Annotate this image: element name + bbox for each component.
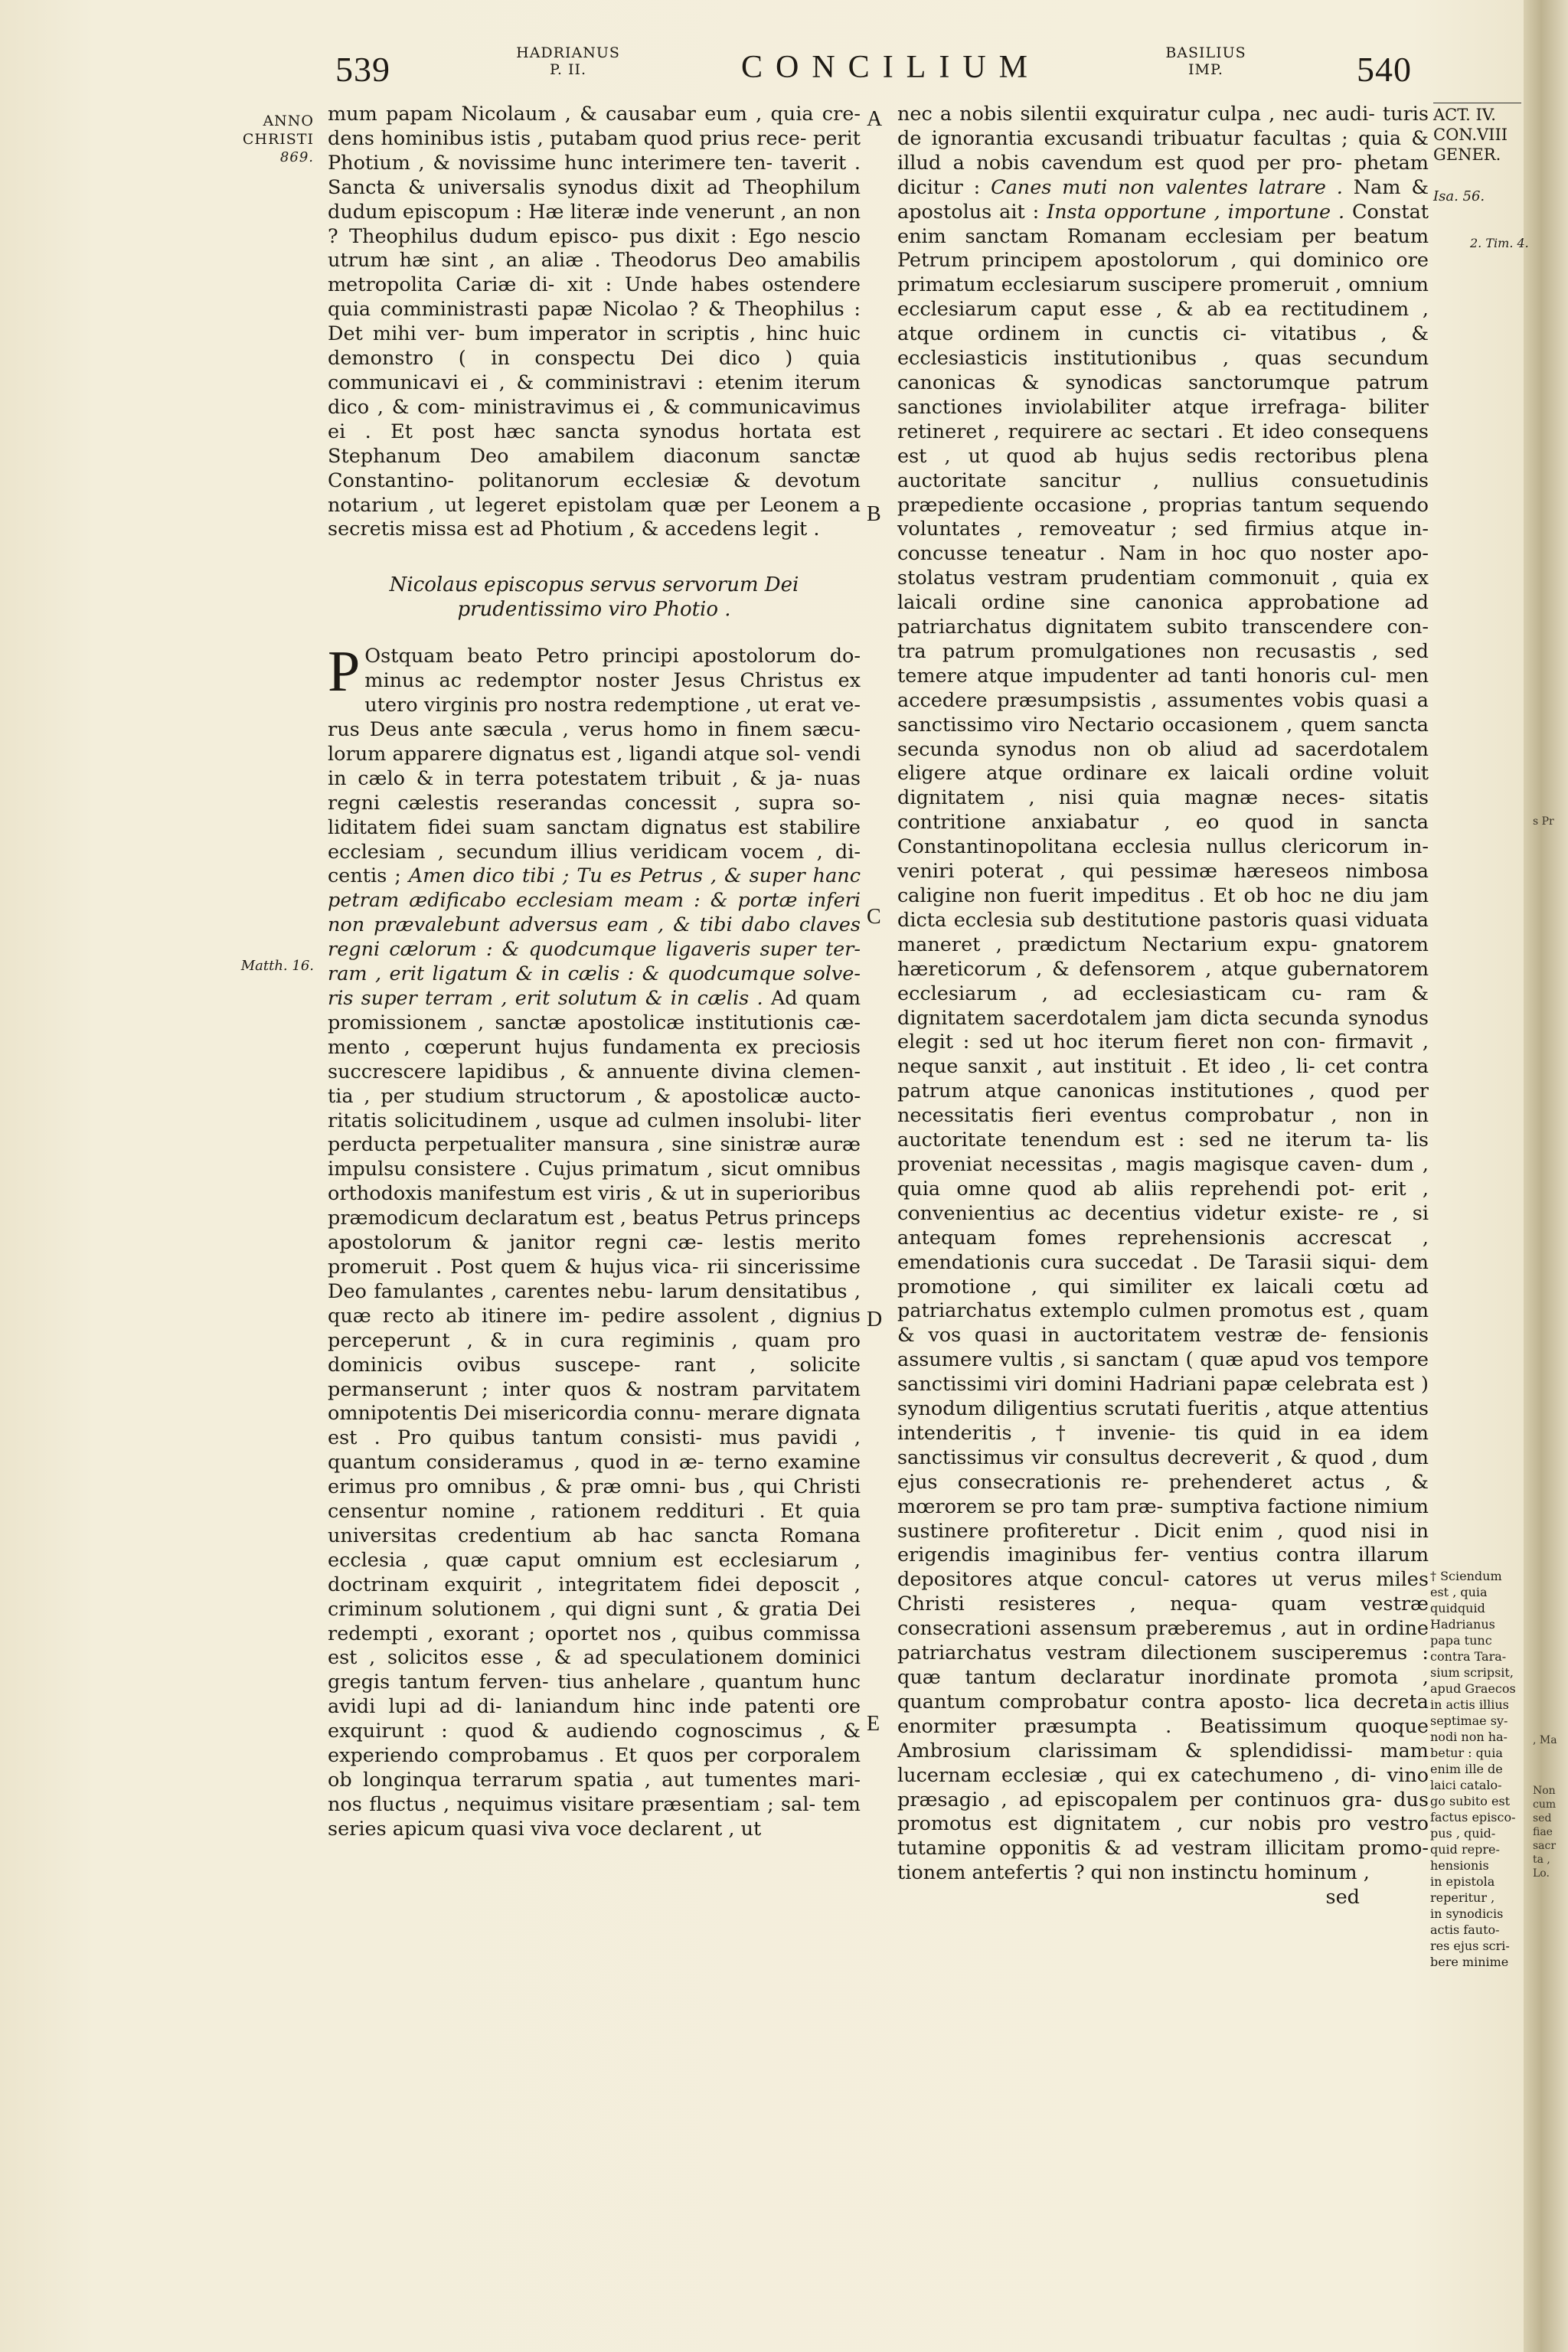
margin-citation-timothy: 2. Tim. 4. [1470, 236, 1529, 250]
running-head-right [1156, 44, 1256, 78]
margin-footnote-line: pus , quid- [1430, 1826, 1496, 1841]
margin-footnote-line: go subito est [1430, 1794, 1511, 1808]
running-head-left-line: HADRIANUS [516, 44, 620, 61]
spine-fragment: s Pr [1533, 815, 1554, 828]
section-letter-c: C [867, 905, 881, 929]
running-head-right-line: IMP. [1188, 61, 1223, 78]
page-title: CONCILIUM [741, 50, 1040, 85]
margin-footnote-line: in synodicis [1430, 1906, 1504, 1921]
margin-footnote-line: papa tunc [1430, 1633, 1492, 1648]
letter-address-line: Nicolaus episcopus servus servorum Dei [389, 573, 799, 597]
margin-footnote-line: apud Graecos [1430, 1681, 1516, 1696]
letter-address-line: prudentissimo viro Photio . [457, 598, 731, 622]
catchword: sed [1325, 1886, 1360, 1909]
drop-cap: P [328, 639, 361, 704]
margin-act-note [1433, 103, 1521, 165]
margin-footnote-line: sium scripsit, [1430, 1665, 1514, 1680]
spine-fragment: , Ma [1533, 1734, 1557, 1746]
paragraph-letter-body [328, 639, 861, 1841]
margin-christi-label: CHRISTI [242, 131, 314, 148]
margin-act-line: GENER. [1433, 145, 1501, 164]
scripture-quote: Amen dico tibi ; Tu es Petrus , & super hanc petram ædificabo ecclesiam meam : & portæ inferi non prævalebunt adversus eam , & tibi dabo claves regni cælorum : & quodcumque ligaveris super ter- ram , erit ligatum & in cælis : & quodcumque solve- ris super terram , erit solutum & in cælis . [328, 864, 861, 1010]
margin-footnote-line: septimae sy- [1430, 1713, 1508, 1728]
letter-address [328, 573, 861, 622]
margin-footnote [1430, 1568, 1522, 1970]
margin-footnote-line: nodi non ha- [1430, 1730, 1508, 1744]
right-text-column [897, 103, 1429, 1910]
running-head-right-line: BASILIUS [1165, 44, 1246, 61]
page-number-right: 540 [1357, 50, 1412, 89]
margin-year-note [207, 112, 314, 167]
margin-footnote-line: hensionis [1430, 1858, 1489, 1873]
letter-text: nec a nobis silentii exquiratur culpa , nec audi- turis de ignorantia excusandi tribuatur facultas ; quia & illud a nobis cavendum est quod per pro- phetam dicitur : [897, 103, 1429, 199]
margin-footnote-line: reperitur , [1430, 1890, 1495, 1905]
margin-footnote-line: † Sciendum [1430, 1569, 1502, 1583]
margin-footnote-line: Hadrianus [1430, 1617, 1495, 1632]
letter-text: Nam & apostolus ait : [897, 175, 1429, 224]
margin-footnote-line: est , quia [1430, 1585, 1488, 1599]
margin-anno-label: ANNO [263, 113, 314, 129]
running-head-left-line: P. II. [549, 61, 587, 78]
letter-text: Ostquam beato Petro principi apostolorum do- minus ac redemptor noster Jesus Christus ex utero virginis pro nostra redemptione , ut erat ve- rus Deus ante sæcula , verus homo in finem sæcu- lorum apparere dignatus est , ligandi atque sol- vendi in cælo & in terra potestatem tribuit , & ja- nuas regni cælestis reserandas concessit , supra so- liditatem fidei suam sanctam dignatus est stabilire ecclesiam , secundum illius veridicam vocem , di- centis ; [328, 645, 861, 888]
margin-year: 869. [279, 149, 314, 165]
margin-footnote-line: enim ille de [1430, 1762, 1503, 1776]
section-letter-d: D [867, 1308, 883, 1331]
paragraph-synod-proceedings: mum papam Nicolaum , & causabar eum , quia cre- dens hominibus istis , putabam quod prius rece- perit Photium , & novissime hunc interimere ten- taverit . Sancta & universalis synodus dixit ad Theophilum dudum episcopum : Hæ literæ inde venerunt , an non ? Theophilus dudum episco- pus dixit : Ego nescio utrum hæ sint , an aliæ . Theodorus Deo amabilis metropolita Cariæ di- xit : Unde habes ostendere quia comministrasti papæ Nicolao ? & Theophilus : Det mihi ver- bum imperator in scriptis , hinc huic demonstro ( in conspectu Dei dico ) quia communicavi ei , & comministravi : etenim iterum dico , & com- ministravimus ei , & communicavimus ei . Et post hæc sancta synodus hortata est Stephanum Deo amabilem diaconum sanctæ Constantino- politanorum ecclesiæ & devotum notarium , ut legeret epistolam quæ per Leonem a secretis missa est ad Photium , & accedens legit . [328, 103, 861, 541]
section-letter-b: B [867, 502, 881, 526]
adjacent-page-edge [1524, 0, 1568, 2352]
margin-footnote-line: res ejus scri- [1430, 1939, 1510, 1953]
margin-citation-isaiah: Isa. 56. [1433, 188, 1485, 204]
letter-text: Constat enim sanctam Romanam ecclesiam per beatum Petrum principem apostolorum , qui dominico ore primatum ecclesiarum suscipere promeruit , omnium ecclesiarum caput esse , & ab ea rectitudinem , atque ordinem in cunctis ci- vitatibus , & ecclesiasticis institutionibus , quas secundum canonicas & synodicas sanctorumque patrum sanctiones inviolabiliter atque irrefraga- biliter retineret , requirere ac sectari . Et ideo consequens est , ut quod ab hujus sedis rectoribus plena auctoritate sancitur , nullius consuetudinis præpediente occasione , proprias tantum sequendo voluntates , removeatur ; sed firmius atque in- concusse teneatur . Nam in hoc quo noster apo- stolatus vestram prudentiam commonuit , quia ex laicali ordine sine canonica approbatione ad patriarchatus dignitatem subito transcendere con- tra patrum promulgationes non recusastis , sed temere atque impudenter ad tanti honoris cul- men accedere præsumpsistis , assumentes vobis quasi a sanctissimo viro Nectario occasionem , quem sancta secunda synodus non ob aliud ad sacerdotalem eligere atque ordinare ex laicali ordine voluit dignitatem , nisi quia magnæ neces- sitatis contritione anxiabatur , eo quod in sancta Constantinopolitana ecclesia nullus clericorum in- veniri poterat , qui pessimæ hæreseos nimbosa caligine non fuerit impeditus . Et ob hoc ne diu jam dicta ecclesia sub destitutione pastoris quasi viduata maneret , prædictum Nectarium expu- gnatorem hæreticorum , & defensorem , atque gubernatorem ecclesiarum , ad ecclesiasticam cu- ram & dignitatem sacerdotalem jam dicta secunda synodus elegit : sed ut hoc iterum fieret non con- firmavit , neque sanxit , aut instituit . Et ideo , li- cet contra patrum atque canonicas institutiones , quod per necessitatis fieri eventus comprobatur , non in auctoritate tenendum est : sed ne iterum ta- lis proveniat necessitas , magis magisque caven- dum , quia omne quod ab aliis reprehendi pot- erit , convenientius ac decentius videtur existe- re , si antequam fomes reprehensionis accrescat , emendationis cura succedat . De Tarasii siqui- dem promotione , qui similiter ex laicali cœtu ad patriarchatus extemplo culmen promotus est , quam & vos quasi in auctoritatem vestræ de- fensionis assumere vultis , si sanctam ( quæ apud vos tempore sanctissimi viri domini Hadriani papæ celebrata est ) synodum diligentius scrutati fueritis , atque attentius intenderitis , † invenie- tis quid in ea idem sanctissimus vir consultus decreverit , & quod , dum ejus consecrationis re- prehenderet actus , & mœrorem se pro tam præ- sumptiva factione nimium sustinere profiteretur . Dicit enim , quod nisi in erigendis imaginibus fer- ventius contra illarum depositores atque concul- catores ut verus miles Christi resisteres , nequa- quam vestræ consecrationi assensum præberemus , aut in ordine patriarchatus vestram dilectionem susciperemus : quæ tantum declaratur inordinate promota , quantum comprobatur contra aposto- lica decreta enormiter præsumpta . Beatissimum quoque Ambrosium clarissimam & splendidissi- mam lucernam ecclesiæ , qui ex catechumeno , di- vino præsagio , ad episcopalem per continuos gra- dus promotus est dignitatem , cur nobis pro vestro tutamine opponitis & ad vestram illicitam promo- tionem antefertis ? qui non instinctu hominum , [897, 200, 1429, 1885]
page-number-left: 539 [335, 50, 390, 89]
section-letter-e: E [867, 1712, 880, 1736]
margin-act-line: CON.VIII [1433, 126, 1508, 144]
scripture-quote: Insta opportune , importune . [1047, 200, 1345, 224]
margin-footnote-line: in epistola [1430, 1874, 1495, 1889]
paragraph-letter-continued [897, 103, 1429, 1886]
section-letter-a: A [867, 107, 883, 131]
margin-footnote-line: bere minime [1430, 1955, 1509, 1969]
left-text-column [328, 103, 861, 1842]
margin-footnote-line: in actis illius [1430, 1697, 1509, 1712]
margin-footnote-line: quid repre- [1430, 1842, 1500, 1857]
margin-act-line: ACT. IV. [1433, 103, 1521, 125]
spine-fragment: Non cum sed fiae sacr ta , Lo. [1533, 1785, 1557, 1880]
margin-footnote-line: actis fauto- [1430, 1922, 1500, 1937]
running-head-left [507, 44, 629, 78]
margin-citation-matthew: Matth. 16. [240, 958, 314, 974]
margin-footnote-line: laici catalo- [1430, 1778, 1502, 1792]
margin-footnote-line: quidquid [1430, 1601, 1485, 1615]
margin-footnote-line: contra Tara- [1430, 1649, 1507, 1664]
margin-footnote-line: factus episco- [1430, 1810, 1516, 1824]
scripture-quote: Canes muti non valentes latrare . [991, 175, 1343, 199]
margin-footnote-line: betur : quia [1430, 1746, 1503, 1760]
letter-text: Ad quam promissionem , sanctæ apostolicæ institutionis cæ- mento , cœperunt hujus fundamenta ex preciosis succrescere lapidibus , & annuente divina clemen- tia , per studium structorum , & apostolicæ aucto- ritatis solicitudinem , usque ad culmen insolubi- liter perducta perpetualiter mansura , sine sinistræ auræ impulsu consistere . Cujus primatum , sicut omnibus orthodoxis manifestum est viris , & ut in superioribus præmodicum declaratum est , beatus Petrus princeps apostolorum & janitor regni cæ- lestis merito promeruit . Post quem & hujus vica- rii sincerissime Deo famulantes , carentes nebu- larum densitatibus , quæ recto ab itinere im- pedire assolent , dignius perceperunt , & in cura regiminis , quam pro dominicis ovibus suscepe- rant , solicite permanserunt ; inter quos & nostram parvitatem omnipotentis Dei misericordia connu- merare dignata est . Pro quibus tantum consisti- mus pavidi , quantum consideramus , quod in æ- terno examine erimus pro omnibus , & præ omni- bus , qui Christi censentur nomine , rationem reddituri . Et quia universitas credentium ab hac sancta Romana ecclesia , quæ caput omnium est ecclesiarum , doctrinam exquirit , integritatem fidei deposcit , criminum solutionem , qui digni sunt , & gratia Dei redempti , exorant ; oportet nos , quibus commissa est , solicitos esse , & ad speculationem dominici gregis tantum ferven- tius anhelare , quantum hunc avidi lupi ad di- laniandum hinc inde patenti ore exquirunt : quod & audiendo cognoscimus , & experiendo comprobamus . Et quos per corporalem ob longinqua terrarum spatia , aut tumentes mari- nos fluctus , nequimus visitare præsentiam ; sal- tem series apicum quasi viva voce declarent , ut [328, 987, 861, 1841]
